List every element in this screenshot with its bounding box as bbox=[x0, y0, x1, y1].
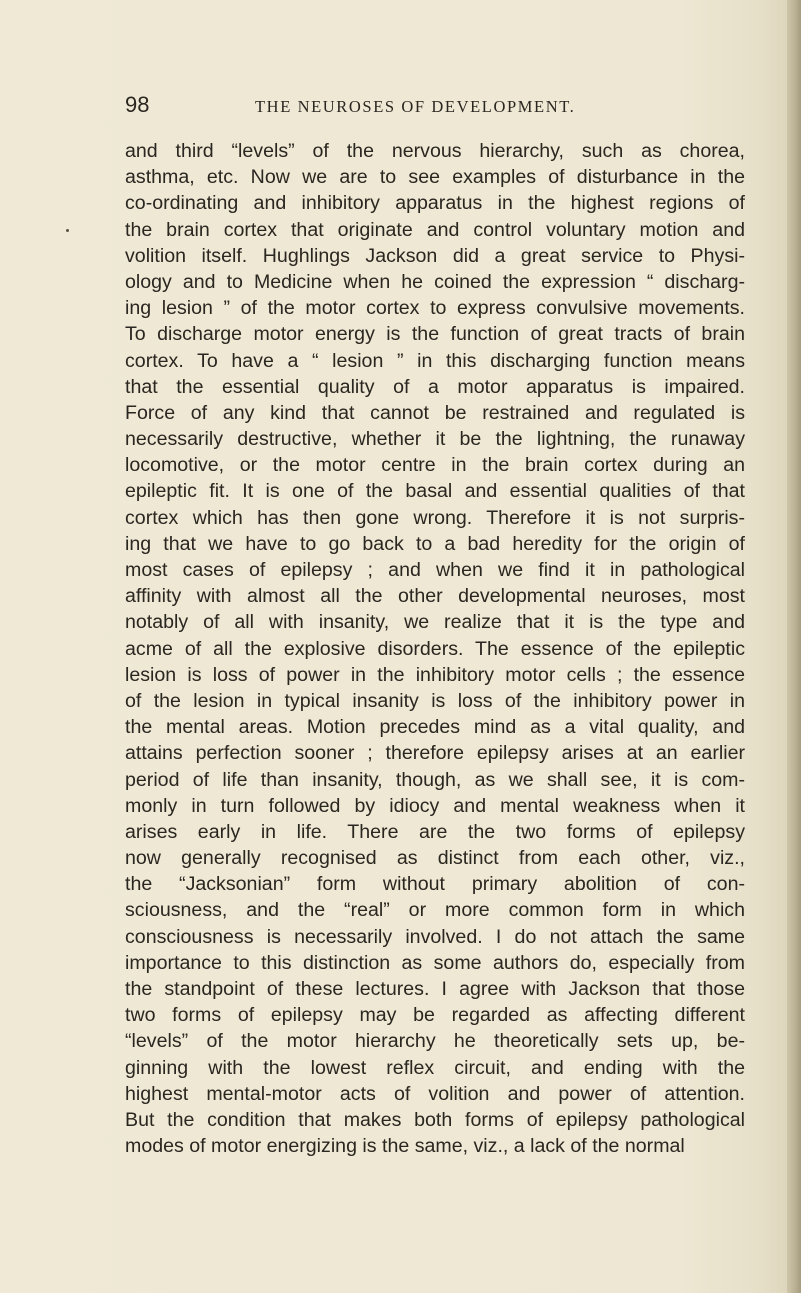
text-line: acme of all the explosive disorders. The essence of the epileptic bbox=[125, 637, 745, 660]
text-line: the “Jacksonian” form without primary abolition of con- bbox=[125, 873, 745, 896]
text-line: importance to this distinction as some authors do, especially from bbox=[125, 951, 745, 974]
text-line: ology and to Medicine when he coined the expression “ discharg- bbox=[125, 270, 745, 293]
running-head: THE NEUROSES OF DEVELOPMENT. bbox=[255, 97, 576, 116]
text-line: ginning with the lowest reflex circuit, and ending with the bbox=[125, 1056, 745, 1079]
page-spine-edge bbox=[787, 0, 801, 1293]
text-line: the brain cortex that originate and control voluntary motion and bbox=[125, 218, 745, 241]
page-header bbox=[125, 92, 725, 118]
text-line: cortex. To have a “ lesion ” in this discharging function means bbox=[125, 349, 745, 372]
text-line: period of life than insanity, though, as we shall see, it is com- bbox=[125, 768, 745, 791]
text-line: co-ordinating and inhibitory apparatus in the highest regions of bbox=[125, 192, 745, 215]
text-line: arises early in life. There are the two forms of epilepsy bbox=[125, 820, 745, 843]
text-line: that the essential quality of a motor apparatus is impaired. bbox=[125, 375, 745, 398]
text-line: ing that we have to go back to a bad heredity for the origin of bbox=[125, 532, 745, 555]
ink-speck bbox=[66, 229, 69, 232]
text-line: necessarily destructive, whether it be the lightning, the runaway bbox=[125, 428, 745, 451]
text-line: notably of all with insanity, we realize that it is the type and bbox=[125, 611, 745, 634]
text-line: highest mental-motor acts of volition and power of attention. bbox=[125, 1082, 745, 1105]
text-line: modes of motor energizing is the same, viz., a lack of the normal bbox=[125, 1135, 685, 1158]
page-number: 98 bbox=[125, 92, 150, 117]
text-line: affinity with almost all the other developmental neuroses, most bbox=[125, 585, 745, 608]
text-line: asthma, etc. Now we are to see examples of disturbance in the bbox=[125, 166, 745, 189]
text-line: of the lesion in typical insanity is loss of the inhibitory power in bbox=[125, 689, 745, 712]
text-line: locomotive, or the motor centre in the brain cortex during an bbox=[125, 454, 745, 477]
text-line: consciousness is necessarily involved. I do not attach the same bbox=[125, 925, 745, 948]
text-line: and third “levels” of the nervous hierarchy, such as chorea, bbox=[125, 140, 745, 162]
text-line: the standpoint of these lectures. I agree with Jackson that those bbox=[125, 978, 745, 1000]
body-text bbox=[125, 138, 745, 1159]
text-line: Force of any kind that cannot be restrained and regulated is bbox=[125, 401, 745, 424]
text-line: two forms of epilepsy may be regarded as affecting different bbox=[125, 1004, 745, 1027]
text-line: But the condition that makes both forms of epilepsy pathological bbox=[125, 1108, 745, 1131]
text-line: epileptic fit. It is one of the basal and essential qualities of that bbox=[125, 480, 745, 503]
text-line: lesion is loss of power in the inhibitory motor cells ; the essence bbox=[125, 663, 745, 686]
text-line: most cases of epilepsy ; and when we find it in pathological bbox=[125, 559, 745, 581]
text-line: monly in turn followed by idiocy and mental weakness when it bbox=[125, 794, 745, 817]
text-line: attains perfection sooner ; therefore epilepsy arises at an earlier bbox=[125, 742, 745, 765]
text-line: volition itself. Hughlings Jackson did a great service to Physi- bbox=[125, 244, 745, 267]
text-line: now generally recognised as distinct from each other, viz., bbox=[125, 847, 745, 870]
text-line: ing lesion ” of the motor cortex to express convulsive movements. bbox=[125, 297, 745, 320]
text-line: To discharge motor energy is the function of great tracts of brain bbox=[125, 323, 745, 346]
text-line: cortex which has then gone wrong. Therefore it is not surpris- bbox=[125, 506, 745, 529]
text-line: “levels” of the motor hierarchy he theoretically sets up, be- bbox=[125, 1030, 745, 1053]
text-line: sciousness, and the “real” or more common form in which bbox=[125, 899, 745, 922]
text-line: the mental areas. Motion precedes mind as a vital quality, and bbox=[125, 716, 745, 739]
